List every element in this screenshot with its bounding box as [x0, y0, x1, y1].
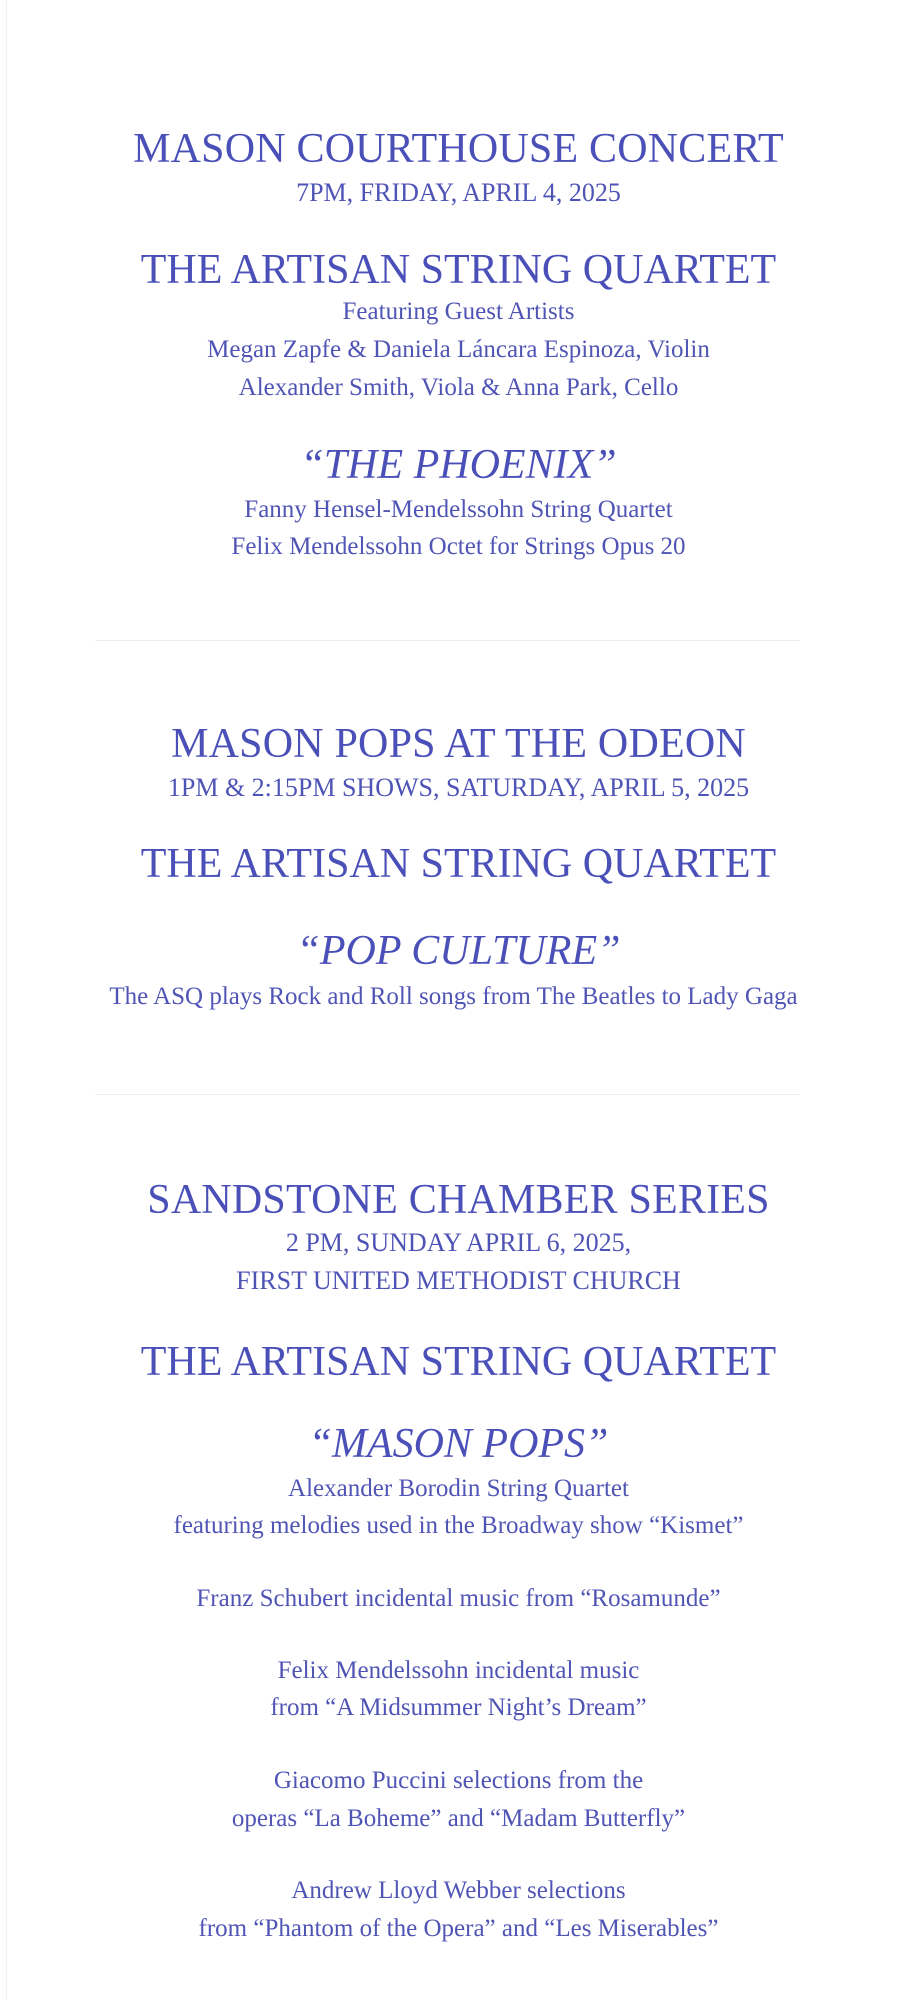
concert1-artists-line2: Alexander Smith, Viola & Anna Park, Cello	[238, 374, 679, 401]
concert2-title: MASON POPS AT THE ODEON	[171, 721, 746, 767]
concert2-program-title: “POP CULTURE”	[296, 928, 621, 974]
concert1-program-line1: Fanny Hensel-Mendelssohn String Quartet	[244, 496, 673, 523]
concert1-title: MASON COURTHOUSE CONCERT	[133, 126, 784, 172]
concert3-ensemble: THE ARTISAN STRING QUARTET	[140, 1339, 777, 1385]
concert3-item-3-line1: Felix Mendelssohn incidental music	[277, 1657, 640, 1684]
concert1-datetime: 7PM, FRIDAY, APRIL 4, 2025	[296, 178, 621, 207]
concert3-program-title: “MASON POPS”	[308, 1421, 609, 1467]
concert1-program-line2: Felix Mendelssohn Octet for Strings Opus 20	[231, 533, 686, 560]
concert3-item-1-line1: Alexander Borodin String Quartet	[288, 1475, 629, 1502]
concert3-item-5-line2: from “Phantom of the Opera” and “Les Miserables”	[198, 1915, 719, 1942]
concert3-item-2-line1: Franz Schubert incidental music from “Rosamunde”	[196, 1585, 721, 1612]
concert3-item-4-line2: operas “La Boheme” and “Madam Butterfly”	[231, 1805, 686, 1832]
concert3-datetime: 2 PM, SUNDAY APRIL 6, 2025,	[285, 1228, 632, 1257]
section-divider-2	[95, 1094, 800, 1095]
concert3-item-1-line2: featuring melodies used in the Broadway show “Kismet”	[173, 1512, 744, 1539]
concert1-ensemble: THE ARTISAN STRING QUARTET	[140, 247, 777, 293]
section-divider-1	[95, 640, 800, 641]
concert2-ensemble: THE ARTISAN STRING QUARTET	[140, 841, 777, 887]
concert3-item-5-line1: Andrew Lloyd Webber selections	[291, 1877, 626, 1904]
concert1-program-title: “THE PHOENIX”	[300, 442, 617, 488]
concert3-item-3-line2: from “A Midsummer Night’s Dream”	[270, 1694, 647, 1721]
concert2-program-line1: The ASQ plays Rock and Roll songs from The Beatles to Lady Gaga	[109, 983, 798, 1010]
concert3-venue: FIRST UNITED METHODIST CHURCH	[236, 1266, 681, 1295]
concert1-artists-line1: Megan Zapfe & Daniela Láncara Espinoza, Violin	[207, 336, 710, 363]
concert2-datetime: 1PM & 2:15PM SHOWS, SATURDAY, APRIL 5, 2025	[167, 773, 750, 802]
concert1-featuring: Featuring Guest Artists	[342, 298, 575, 325]
concert3-title: SANDSTONE CHAMBER SERIES	[147, 1177, 770, 1223]
concert3-item-4-line1: Giacomo Puccini selections from the	[273, 1767, 644, 1794]
